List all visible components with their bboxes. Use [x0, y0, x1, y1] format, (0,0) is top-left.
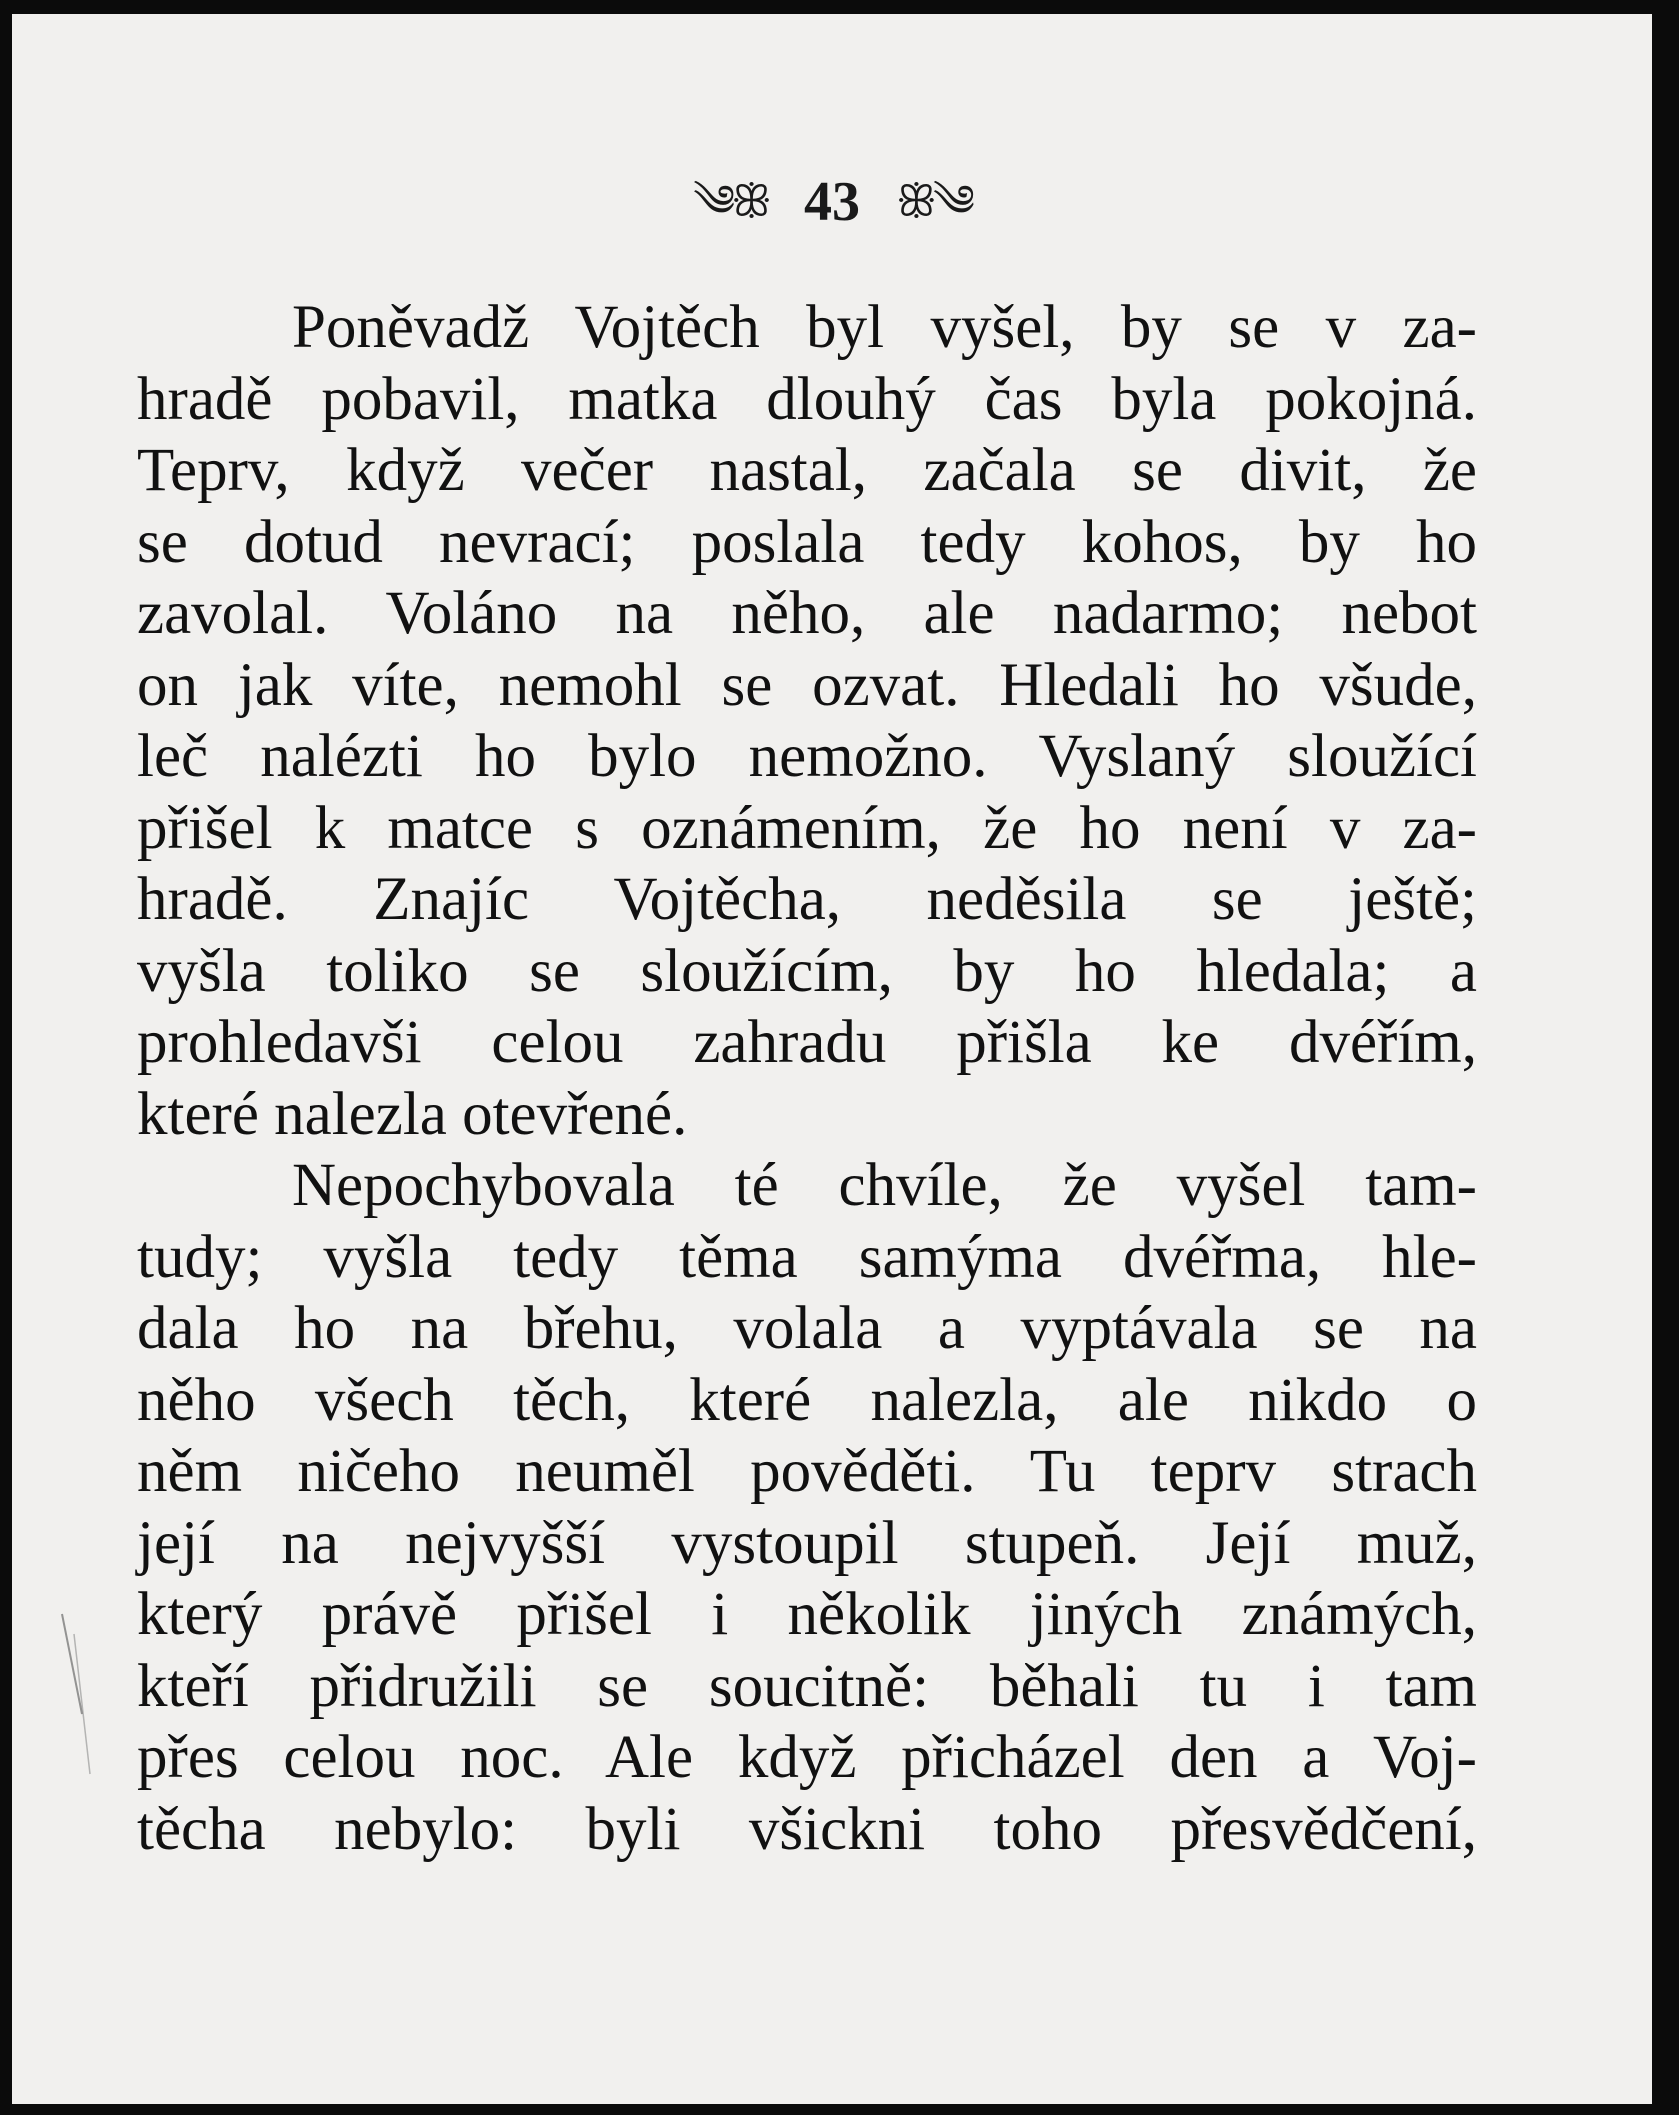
text-line: tudy; vyšla tedy těma samýma dvéřma, hle-	[137, 1223, 1477, 1291]
text-line: on jak víte, nemohl se ozvat. Hledali ho všude,	[137, 651, 1477, 719]
text-line: něho všech těch, které nalezla, ale nikdo o	[137, 1366, 1477, 1434]
text-line: dala ho na břehu, volala a vyptávala se na	[137, 1295, 1477, 1362]
text-line: Poněvadž Vojtěch byl vyšel, by se v za-	[292, 294, 1477, 361]
text-line: její na nejvyšší vystoupil stupeň. Její muž,	[137, 1509, 1477, 1577]
text-line: přes celou noc. Ale když přicházel den a Voj-	[137, 1724, 1477, 1791]
book-page	[12, 14, 1652, 2104]
binding-shadow-marks	[52, 1594, 132, 2104]
text-line: něm ničeho neuměl pověděti. Tu teprv strach	[137, 1438, 1477, 1505]
text-line: který právě přišel i několik jiných známých,	[137, 1581, 1477, 1648]
ornament-right-icon: ꕥ༄	[896, 177, 971, 227]
text-line: Teprv, když večer nastal, začala se divit, že	[137, 437, 1477, 504]
text-line: přišel k matce s oznámením, že ho není v za-	[137, 794, 1477, 862]
text-line: těcha nebylo: byli všickni toho přesvědčení,	[137, 1795, 1477, 1863]
ornament-left-icon: ༄ꕥ	[693, 177, 768, 227]
body-text	[137, 292, 1477, 1865]
page-header	[12, 162, 1652, 237]
text-line: prohledavši celou zahradu přišla ke dvéřím,	[137, 1009, 1477, 1076]
text-line: leč nalézti ho bylo nemožno. Vyslaný sloužící	[137, 723, 1477, 790]
text-line: hradě pobavil, matka dlouhý čas byla pokojná.	[137, 365, 1477, 433]
page-number: 43	[804, 171, 860, 234]
text-line: zavolal. Voláno na něho, ale nadarmo; nebot	[137, 580, 1477, 647]
text-line: se dotud nevrací; poslala tedy kohos, by ho	[137, 508, 1477, 576]
text-line: vyšla toliko se sloužícím, by ho hledala; a	[137, 937, 1477, 1005]
text-line: kteří přidružili se soucitně: běhali tu i tam	[137, 1652, 1477, 1720]
text-line: hradě. Znajíc Vojtěcha, neděsila se ještě;	[137, 866, 1477, 933]
text-line: Nepochybovala té chvíle, že vyšel tam-	[292, 1152, 1477, 1219]
text-line: které nalezla otevřené.	[137, 1080, 688, 1148]
